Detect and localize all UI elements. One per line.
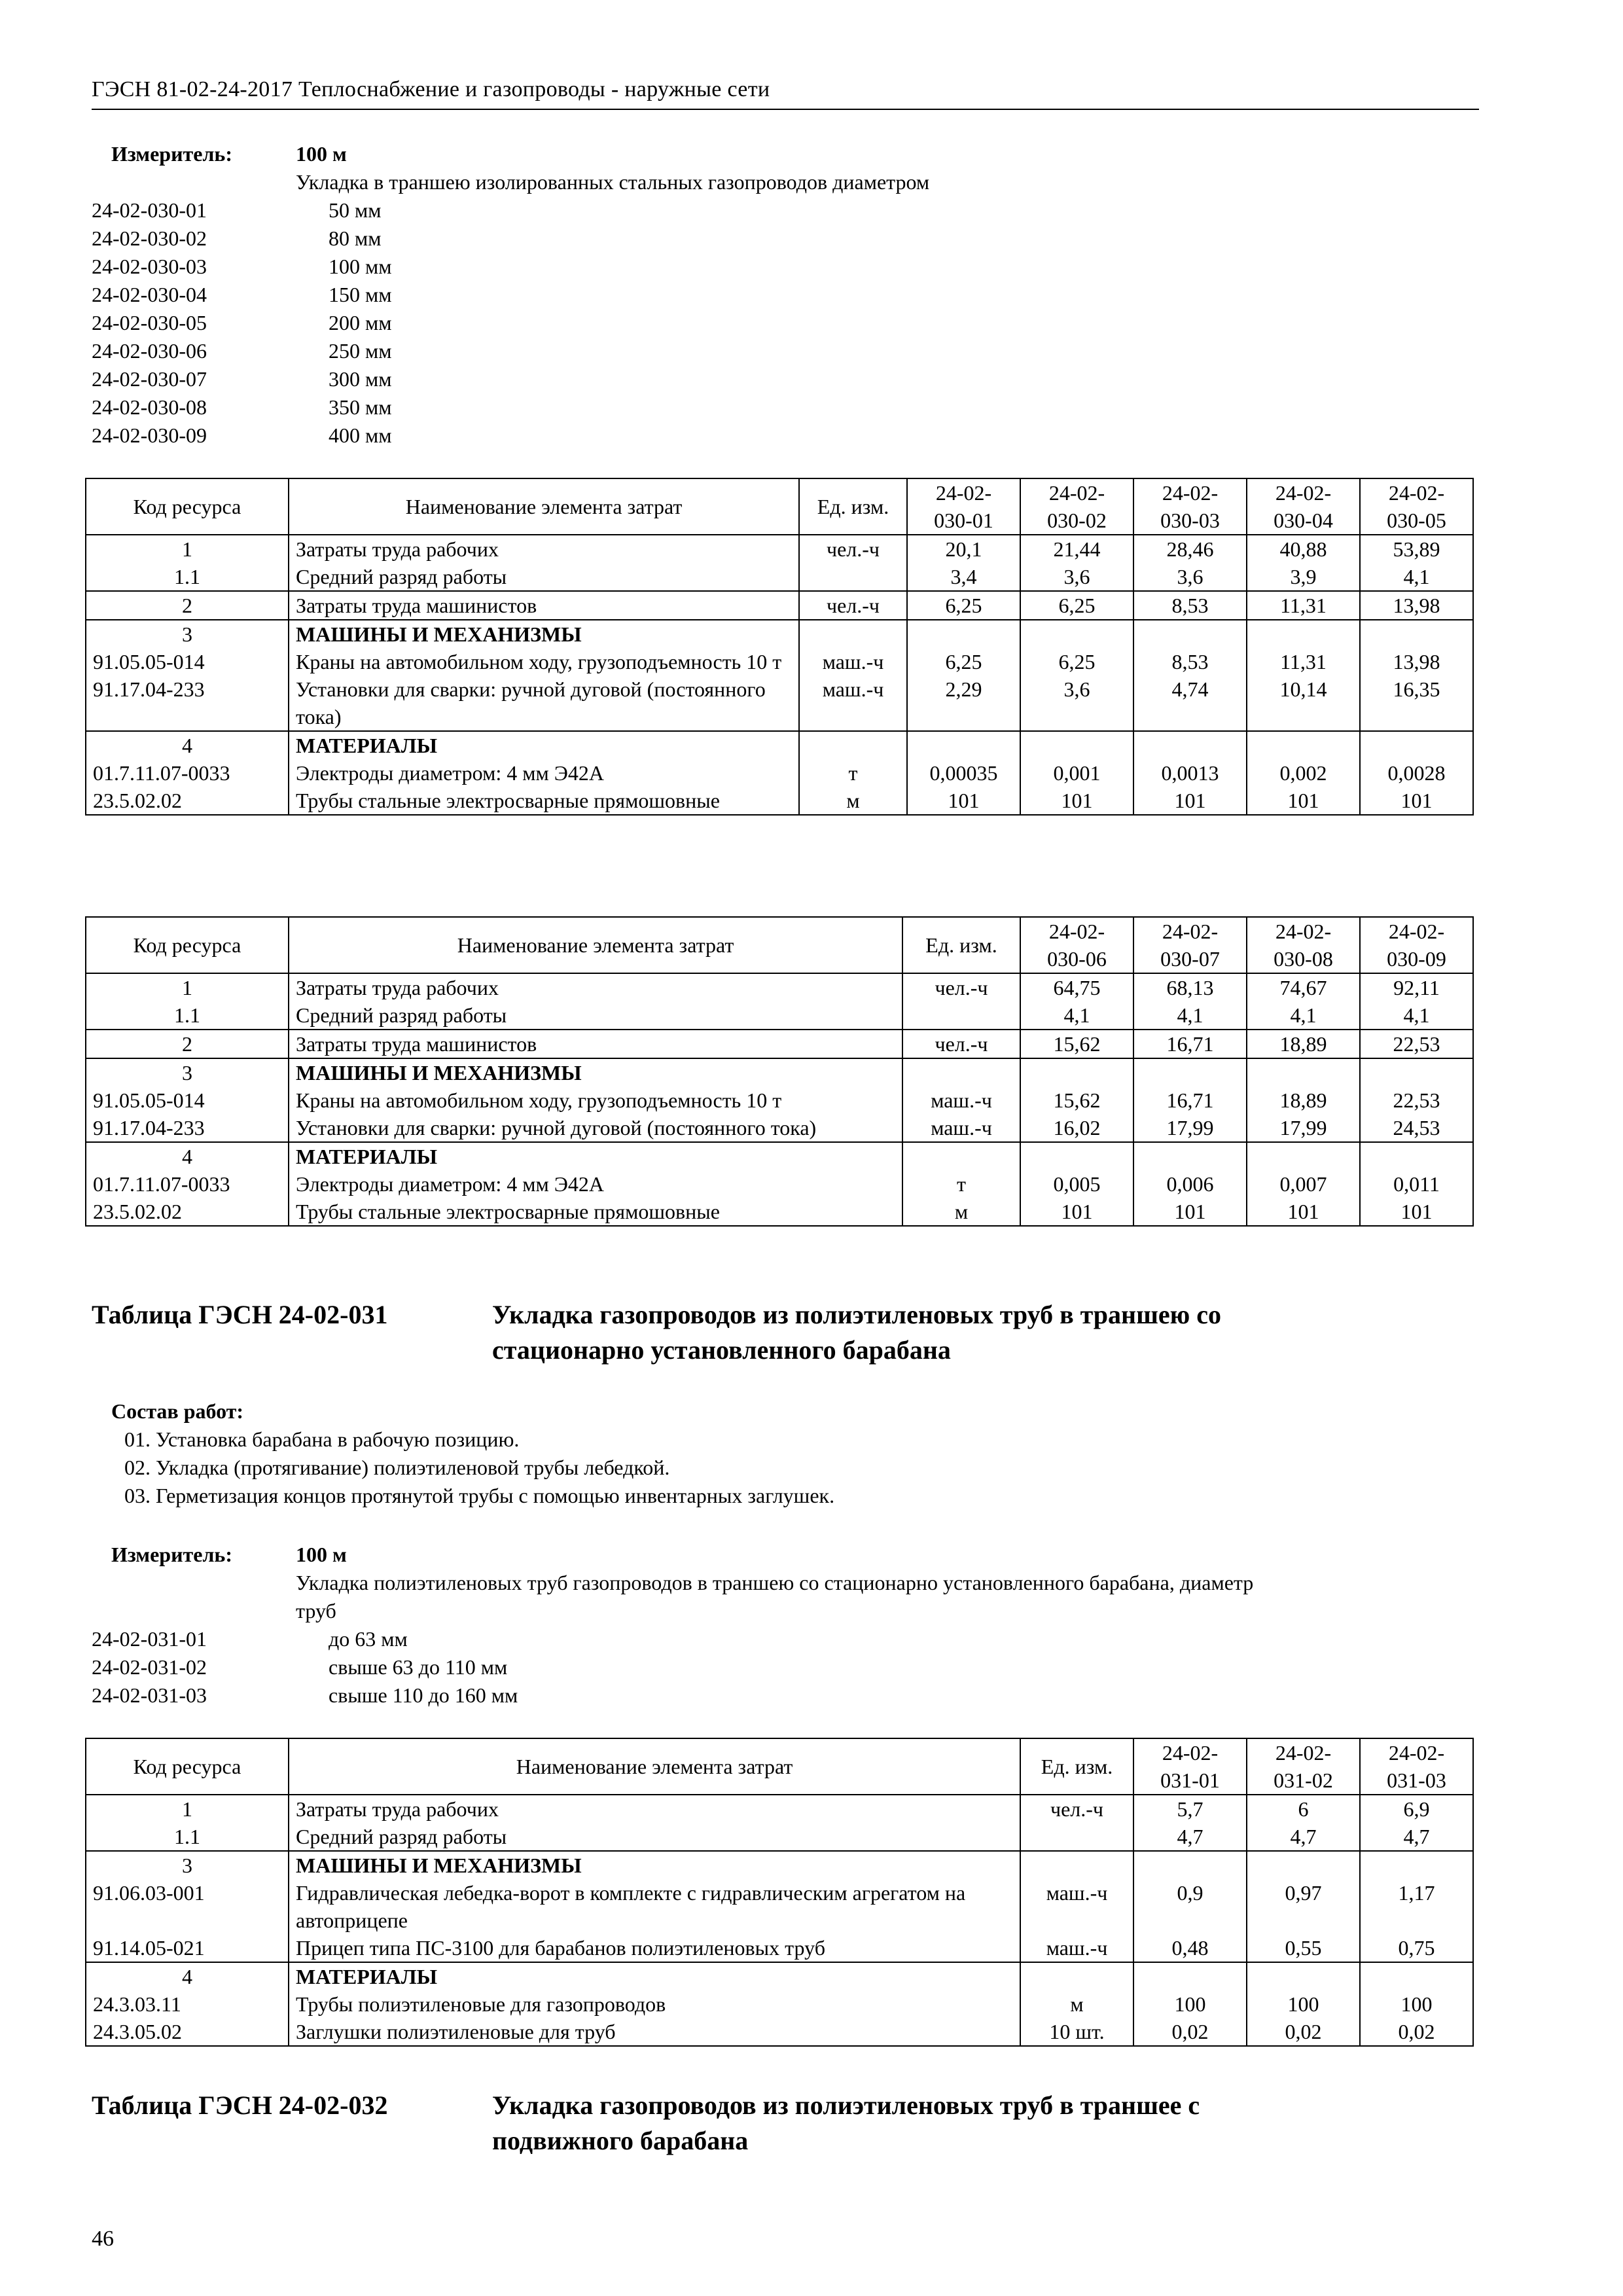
norm-value: 0,02 — [1360, 2018, 1473, 2046]
norm-value — [1247, 1851, 1360, 1879]
meter-label: Измеритель: — [111, 142, 232, 166]
item-value: 50 мм — [329, 198, 382, 222]
item-code: 24-02-030-08 — [92, 395, 207, 419]
norm-value — [1020, 1142, 1133, 1170]
norm-value — [907, 620, 1020, 648]
table-row — [86, 1114, 1473, 1142]
norm-value: 16,71 — [1133, 1086, 1247, 1114]
norm-value — [1360, 620, 1473, 648]
resource-code: 1.1 — [86, 1823, 289, 1851]
resource-code: 23.5.02.02 — [86, 1198, 289, 1226]
item-code: 24-02-030-05 — [92, 311, 207, 334]
unit: маш.-ч — [799, 648, 907, 675]
norm-value: 101 — [1133, 787, 1247, 815]
norm-value: 101 — [1360, 787, 1473, 815]
group-heading: МАШИНЫ И МЕХАНИЗМЫ — [289, 620, 799, 648]
cost-element-name: Электроды диаметром: 4 мм Э42А — [289, 759, 799, 787]
meter-description: Укладка полиэтиленовых труб газопроводов в траншею со стационарно установленного барабана, диаметр — [296, 1571, 1254, 1594]
meter-label: Измеритель: — [111, 1543, 232, 1566]
table-row — [86, 787, 1473, 815]
table-row — [86, 731, 1473, 759]
norm-value — [1133, 1058, 1247, 1086]
norm-value: 0,006 — [1133, 1170, 1247, 1198]
unit — [1020, 1962, 1133, 1990]
item-value: 250 мм — [329, 339, 392, 363]
norm-value: 6,9 — [1360, 1795, 1473, 1823]
norm-value: 0,55 — [1247, 1934, 1360, 1962]
norm-value — [1020, 1058, 1133, 1086]
col-header-norm: 24-02- 030-01 — [907, 478, 1020, 535]
norm-value: 18,89 — [1247, 1086, 1360, 1114]
table-row — [86, 1086, 1473, 1114]
item-value: 80 мм — [329, 226, 382, 250]
cost-element-name: Затраты труда машинистов — [289, 1030, 902, 1058]
table-title-code: Таблица ГЭСН 24-02-032 — [92, 2090, 388, 2120]
resource-table-030-01-05 — [85, 478, 1474, 816]
col-header-norm: 24-02- 030-02 — [1020, 478, 1133, 535]
group-heading: МАТЕРИАЛЫ — [289, 1142, 902, 1170]
cost-element-name: Затраты труда машинистов — [289, 591, 799, 620]
norm-value: 22,53 — [1360, 1030, 1473, 1058]
norm-value: 101 — [1247, 1198, 1360, 1226]
norm-value: 15,62 — [1020, 1086, 1133, 1114]
col-header-name: Наименование элемента затрат — [289, 1738, 1020, 1795]
unit: маш.-ч — [1020, 1879, 1133, 1934]
item-code: 24-02-030-07 — [92, 367, 207, 391]
unit: м — [1020, 1990, 1133, 2018]
resource-code: 24.3.03.11 — [86, 1990, 289, 2018]
resource-code: 91.05.05-014 — [86, 1086, 289, 1114]
table-row — [86, 535, 1473, 563]
meter-description: труб — [296, 1599, 336, 1623]
cost-element-name: Краны на автомобильном ходу, грузоподъемность 10 т — [289, 1086, 902, 1114]
table-title-line: подвижного барабана — [492, 2126, 749, 2155]
norm-value: 28,46 — [1133, 535, 1247, 563]
norm-value — [1133, 1142, 1247, 1170]
norm-value: 0,75 — [1360, 1934, 1473, 1962]
norm-value: 0,48 — [1133, 1934, 1247, 1962]
col-header-norm: 24-02- 031-01 — [1133, 1738, 1247, 1795]
item-code: 24-02-030-09 — [92, 423, 207, 447]
table-title-line: Укладка газопроводов из полиэтиленовых труб в траншее с — [492, 2090, 1200, 2120]
norm-value: 101 — [1247, 787, 1360, 815]
table-title — [492, 1297, 1221, 1368]
cost-element-name: Краны на автомобильном ходу, грузоподъемность 10 т — [289, 648, 799, 675]
norm-value: 4,7 — [1247, 1823, 1360, 1851]
unit: чел.-ч — [799, 591, 907, 620]
norm-value: 8,53 — [1133, 648, 1247, 675]
norm-value: 15,62 — [1020, 1030, 1133, 1058]
unit: м — [902, 1198, 1020, 1226]
table-row — [86, 1170, 1473, 1198]
norm-value: 4,1 — [1247, 1001, 1360, 1030]
page-number: 46 — [92, 2227, 114, 2251]
col-header-code: Код ресурса — [86, 1738, 289, 1795]
table-row — [86, 1934, 1473, 1962]
cost-element-name: Электроды диаметром: 4 мм Э42А — [289, 1170, 902, 1198]
unit: чел.-ч — [799, 535, 907, 563]
norm-value — [1247, 1058, 1360, 1086]
norm-value: 0,011 — [1360, 1170, 1473, 1198]
unit — [902, 1058, 1020, 1086]
cost-element-name: Средний разряд работы — [289, 563, 799, 591]
norm-value: 5,7 — [1133, 1795, 1247, 1823]
unit — [902, 1142, 1020, 1170]
norm-value: 4,7 — [1133, 1823, 1247, 1851]
norm-value: 11,31 — [1247, 648, 1360, 675]
unit: маш.-ч — [902, 1086, 1020, 1114]
group-heading: МАШИНЫ И МЕХАНИЗМЫ — [289, 1851, 1020, 1879]
cost-element-name: Средний разряд работы — [289, 1001, 902, 1030]
table-title-line: стационарно установленного барабана — [492, 1335, 951, 1365]
norm-value: 3,6 — [1020, 563, 1133, 591]
item-value: до 63 мм — [329, 1627, 408, 1651]
norm-value: 4,1 — [1360, 1001, 1473, 1030]
unit — [799, 731, 907, 759]
resource-code: 1.1 — [86, 563, 289, 591]
table-title — [492, 2088, 1200, 2159]
norm-value: 8,53 — [1133, 591, 1247, 620]
col-header-code: Код ресурса — [86, 917, 289, 973]
resource-table-030-06-09 — [85, 916, 1474, 1227]
item-code: 24-02-031-03 — [92, 1683, 207, 1707]
table-row — [86, 563, 1473, 591]
resource-code: 4 — [86, 1142, 289, 1170]
unit: чел.-ч — [1020, 1795, 1133, 1823]
norm-value: 4,7 — [1360, 1823, 1473, 1851]
table-row — [86, 1001, 1473, 1030]
item-code: 24-02-030-03 — [92, 255, 207, 278]
norm-value: 16,02 — [1020, 1114, 1133, 1142]
table-row — [86, 591, 1473, 620]
norm-value: 1,17 — [1360, 1879, 1473, 1934]
norm-value — [1360, 731, 1473, 759]
meter-description: Укладка в траншею изолированных стальных газопроводов диаметром — [296, 170, 930, 194]
col-header-norm: 24-02- 030-03 — [1133, 478, 1247, 535]
norm-value: 101 — [907, 787, 1020, 815]
norm-value: 13,98 — [1360, 591, 1473, 620]
meter-value: 100 м — [296, 1543, 347, 1566]
norm-value: 101 — [1020, 787, 1133, 815]
resource-code: 24.3.05.02 — [86, 2018, 289, 2046]
col-header-norm: 24-02- 030-05 — [1360, 478, 1473, 535]
norm-value: 20,1 — [907, 535, 1020, 563]
cost-element-name: Трубы стальные электросварные прямошовные — [289, 787, 799, 815]
header-rule — [92, 109, 1479, 110]
table-title-code: Таблица ГЭСН 24-02-031 — [92, 1300, 388, 1329]
norm-value: 10,14 — [1247, 675, 1360, 731]
norm-value: 0,002 — [1247, 759, 1360, 787]
item-value: свыше 110 до 160 мм — [329, 1683, 518, 1707]
item-code: 24-02-031-01 — [92, 1627, 207, 1651]
norm-value: 100 — [1133, 1990, 1247, 2018]
col-header-unit: Ед. изм. — [1020, 1738, 1133, 1795]
table-row — [86, 675, 1473, 731]
norm-value: 18,89 — [1247, 1030, 1360, 1058]
norm-value: 11,31 — [1247, 591, 1360, 620]
cost-element-name: Трубы полиэтиленовые для газопроводов — [289, 1990, 1020, 2018]
resource-code: 91.14.05-021 — [86, 1934, 289, 1962]
table-row — [86, 2018, 1473, 2046]
norm-value: 2,29 — [907, 675, 1020, 731]
norm-value: 22,53 — [1360, 1086, 1473, 1114]
item-value: 100 мм — [329, 255, 392, 278]
table-row — [86, 1962, 1473, 1990]
norm-value: 6 — [1247, 1795, 1360, 1823]
norm-value — [1360, 1058, 1473, 1086]
norm-value: 21,44 — [1020, 535, 1133, 563]
norm-value — [1020, 620, 1133, 648]
unit: 10 шт. — [1020, 2018, 1133, 2046]
resource-code: 3 — [86, 1851, 289, 1879]
norm-value: 6,25 — [907, 591, 1020, 620]
unit: чел.-ч — [902, 1030, 1020, 1058]
work-list — [124, 1426, 834, 1510]
resource-code: 3 — [86, 1058, 289, 1086]
cost-element-name: Прицеп типа ПС-3100 для барабанов полиэтиленовых труб — [289, 1934, 1020, 1962]
resource-code: 91.05.05-014 — [86, 648, 289, 675]
col-header-norm: 24-02- 030-06 — [1020, 917, 1133, 973]
page-header: ГЭСН 81-02-24-2017 Теплоснабжение и газопроводы - наружные сети — [92, 77, 770, 101]
norm-value: 17,99 — [1133, 1114, 1247, 1142]
col-header-code: Код ресурса — [86, 478, 289, 535]
norm-value: 4,1 — [1133, 1001, 1247, 1030]
cost-element-name: Заглушки полиэтиленовые для труб — [289, 2018, 1020, 2046]
col-header-name: Наименование элемента затрат — [289, 917, 902, 973]
norm-value — [1133, 1851, 1247, 1879]
item-value: свыше 63 до 110 мм — [329, 1655, 508, 1679]
table-row — [86, 1198, 1473, 1226]
norm-value: 16,71 — [1133, 1030, 1247, 1058]
norm-value: 6,25 — [907, 648, 1020, 675]
unit: маш.-ч — [799, 675, 907, 731]
norm-value: 100 — [1360, 1990, 1473, 2018]
item-code: 24-02-030-06 — [92, 339, 207, 363]
col-header-name: Наименование элемента затрат — [289, 478, 799, 535]
unit: т — [902, 1170, 1020, 1198]
table-row — [86, 648, 1473, 675]
table-row — [86, 1142, 1473, 1170]
norm-value: 40,88 — [1247, 535, 1360, 563]
norm-value — [1133, 620, 1247, 648]
item-codes-030 — [92, 196, 207, 450]
norm-value: 0,00035 — [907, 759, 1020, 787]
cost-element-name: Затраты труда рабочих — [289, 1795, 1020, 1823]
resource-code: 91.17.04-233 — [86, 1114, 289, 1142]
resource-code: 91.06.03-001 — [86, 1879, 289, 1934]
cost-element-name: Затраты труда рабочих — [289, 973, 902, 1001]
table-row — [86, 1851, 1473, 1879]
table-row — [86, 1879, 1473, 1934]
norm-value: 3,4 — [907, 563, 1020, 591]
unit — [1020, 1823, 1133, 1851]
item-code: 24-02-030-02 — [92, 226, 207, 250]
norm-value: 0,007 — [1247, 1170, 1360, 1198]
col-header-norm: 24-02- 030-08 — [1247, 917, 1360, 973]
norm-value — [1247, 1962, 1360, 1990]
norm-value: 3,9 — [1247, 563, 1360, 591]
unit: чел.-ч — [902, 973, 1020, 1001]
table-row — [86, 759, 1473, 787]
norm-value — [1360, 1142, 1473, 1170]
norm-value: 4,1 — [1020, 1001, 1133, 1030]
norm-value — [907, 731, 1020, 759]
norm-value: 4,1 — [1360, 563, 1473, 591]
cost-element-name: Установки для сварки: ручной дуговой (постоянного тока) — [289, 1114, 902, 1142]
norm-value — [1247, 731, 1360, 759]
table-row — [86, 620, 1473, 648]
resource-code: 1.1 — [86, 1001, 289, 1030]
table-row — [86, 1823, 1473, 1851]
norm-value: 13,98 — [1360, 648, 1473, 675]
unit — [799, 620, 907, 648]
resource-code: 1 — [86, 535, 289, 563]
norm-value — [1360, 1962, 1473, 1990]
norm-value: 64,75 — [1020, 973, 1133, 1001]
table-row — [86, 973, 1473, 1001]
resource-code: 4 — [86, 1962, 289, 1990]
work-composition-label: Состав работ: — [111, 1399, 244, 1423]
norm-value: 24,53 — [1360, 1114, 1473, 1142]
norm-value — [1247, 1142, 1360, 1170]
unit: т — [799, 759, 907, 787]
table-title-line: Укладка газопроводов из полиэтиленовых труб в траншею со — [492, 1300, 1221, 1329]
norm-value — [1133, 1962, 1247, 1990]
resource-code: 91.17.04-233 — [86, 675, 289, 731]
unit: маш.-ч — [1020, 1934, 1133, 1962]
resource-table-031 — [85, 1738, 1474, 2047]
resource-code: 2 — [86, 1030, 289, 1058]
resource-code: 2 — [86, 591, 289, 620]
norm-value: 6,25 — [1020, 591, 1133, 620]
group-heading: МАТЕРИАЛЫ — [289, 731, 799, 759]
resource-code: 01.7.11.07-0033 — [86, 759, 289, 787]
norm-value: 6,25 — [1020, 648, 1133, 675]
item-values-030 — [329, 196, 392, 450]
cost-element-name: Установки для сварки: ручной дуговой (постоянного тока) — [289, 675, 799, 731]
unit — [902, 1001, 1020, 1030]
norm-value — [1020, 731, 1133, 759]
norm-value: 101 — [1360, 1198, 1473, 1226]
unit — [799, 563, 907, 591]
col-header-norm: 24-02- 031-02 — [1247, 1738, 1360, 1795]
table-row — [86, 1030, 1473, 1058]
norm-value — [1247, 620, 1360, 648]
norm-value: 74,67 — [1247, 973, 1360, 1001]
resource-code: 3 — [86, 620, 289, 648]
resource-code: 1 — [86, 973, 289, 1001]
norm-value: 0,005 — [1020, 1170, 1133, 1198]
norm-value: 3,6 — [1133, 563, 1247, 591]
resource-code: 1 — [86, 1795, 289, 1823]
norm-value: 92,11 — [1360, 973, 1473, 1001]
col-header-norm: 24-02- 030-07 — [1133, 917, 1247, 973]
norm-value: 16,35 — [1360, 675, 1473, 731]
col-header-unit: Ед. изм. — [902, 917, 1020, 973]
unit: маш.-ч — [902, 1114, 1020, 1142]
resource-code: 23.5.02.02 — [86, 787, 289, 815]
resource-code: 4 — [86, 731, 289, 759]
norm-value: 0,9 — [1133, 1879, 1247, 1934]
norm-value: 68,13 — [1133, 973, 1247, 1001]
group-heading: МАТЕРИАЛЫ — [289, 1962, 1020, 1990]
norm-value: 0,001 — [1020, 759, 1133, 787]
cost-element-name: Гидравлическая лебедка-ворот в комплекте с гидравлическим агрегатом на автоприцепе — [289, 1879, 1020, 1934]
cost-element-name: Затраты труда рабочих — [289, 535, 799, 563]
item-code: 24-02-030-01 — [92, 198, 207, 222]
norm-value: 0,0013 — [1133, 759, 1247, 787]
col-header-unit: Ед. изм. — [799, 478, 907, 535]
col-header-norm: 24-02- 030-04 — [1247, 478, 1360, 535]
norm-value — [1133, 731, 1247, 759]
item-value: 200 мм — [329, 311, 392, 334]
norm-value: 101 — [1133, 1198, 1247, 1226]
meter-value: 100 м — [296, 142, 347, 166]
item-codes-031 — [92, 1625, 207, 1710]
norm-value: 53,89 — [1360, 535, 1473, 563]
item-values-031 — [329, 1625, 518, 1710]
work-item: 03. Герметизация концов протянутой трубы с помощью инвентарных заглушек. — [124, 1484, 835, 1507]
work-item: 01. Установка барабана в рабочую позицию. — [124, 1427, 520, 1451]
group-heading: МАШИНЫ И МЕХАНИЗМЫ — [289, 1058, 902, 1086]
table-row — [86, 1990, 1473, 2018]
table-row — [86, 1795, 1473, 1823]
col-header-norm: 24-02- 030-09 — [1360, 917, 1473, 973]
norm-value: 3,6 — [1020, 675, 1133, 731]
resource-code: 01.7.11.07-0033 — [86, 1170, 289, 1198]
item-value: 150 мм — [329, 283, 392, 306]
norm-value: 17,99 — [1247, 1114, 1360, 1142]
work-item: 02. Укладка (протягивание) полиэтиленовой трубы лебедкой. — [124, 1456, 670, 1479]
col-header-norm: 24-02- 031-03 — [1360, 1738, 1473, 1795]
item-value: 300 мм — [329, 367, 392, 391]
norm-value: 0,97 — [1247, 1879, 1360, 1934]
item-code: 24-02-030-04 — [92, 283, 207, 306]
norm-value: 0,0028 — [1360, 759, 1473, 787]
unit: м — [799, 787, 907, 815]
norm-value: 101 — [1020, 1198, 1133, 1226]
norm-value: 0,02 — [1247, 2018, 1360, 2046]
norm-value — [1360, 1851, 1473, 1879]
item-code: 24-02-031-02 — [92, 1655, 207, 1679]
norm-value: 100 — [1247, 1990, 1360, 2018]
item-value: 350 мм — [329, 395, 392, 419]
table-row — [86, 1058, 1473, 1086]
cost-element-name: Трубы стальные электросварные прямошовные — [289, 1198, 902, 1226]
unit — [1020, 1851, 1133, 1879]
item-value: 400 мм — [329, 423, 392, 447]
norm-value: 0,02 — [1133, 2018, 1247, 2046]
norm-value: 4,74 — [1133, 675, 1247, 731]
cost-element-name: Средний разряд работы — [289, 1823, 1020, 1851]
